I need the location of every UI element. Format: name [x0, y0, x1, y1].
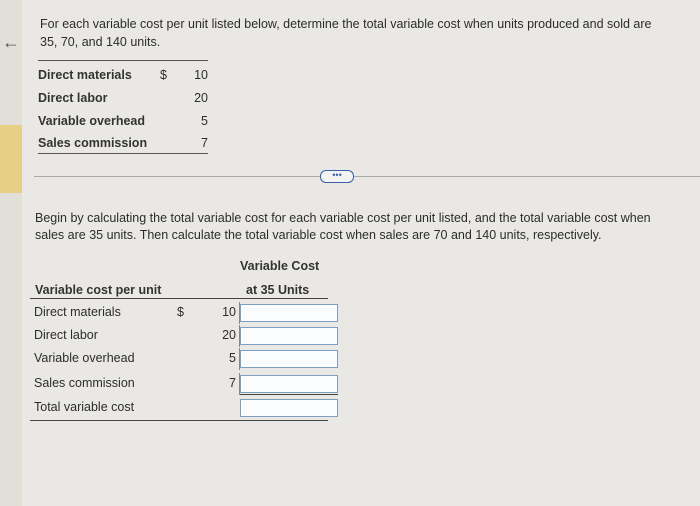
- table-row: [38, 91, 208, 111]
- table-top-rule: [38, 60, 208, 61]
- row-value: 20: [194, 91, 208, 105]
- row-label: Direct labor: [38, 91, 108, 105]
- header-rule: [30, 298, 328, 299]
- header-per-unit: Variable cost per unit: [35, 283, 162, 297]
- left-accent-bar: [0, 125, 22, 193]
- row-label: Direct labor: [34, 328, 98, 342]
- row-value: 10: [222, 305, 236, 319]
- table-row: [38, 114, 208, 134]
- row-value: 7: [229, 376, 236, 390]
- row-label: Direct materials: [34, 305, 121, 319]
- table-bottom-rule: [38, 153, 208, 154]
- section-divider: [34, 176, 700, 177]
- left-margin: [0, 0, 22, 506]
- row-label: Direct materials: [38, 68, 132, 82]
- instructions-text: Begin by calculating the total variable cost for each variable cost per unit listed, and the total variable cost when sales are 35 units. Then calculate the total variable cost when sales are 70 and 140 units, respectively.: [35, 211, 651, 242]
- expand-more-button[interactable]: •••: [320, 170, 354, 183]
- row-value: 5: [201, 114, 208, 128]
- subtotal-rule: [240, 394, 338, 395]
- row-value: 7: [201, 136, 208, 150]
- total-variable-cost-35-input[interactable]: [240, 399, 338, 417]
- header-variable-cost: Variable Cost: [240, 259, 320, 273]
- table-bottom-rule: [30, 420, 328, 421]
- question-prompt: For each variable cost per unit listed below, determine the total variable cost when units produced and sold are 35, 70, and 140 units.: [40, 17, 652, 49]
- answer-row-direct-materials: [34, 302, 330, 324]
- row-label: Total variable cost: [34, 400, 135, 414]
- sales-commission-35-input[interactable]: [240, 375, 338, 393]
- answer-row-direct-labor: [34, 325, 330, 347]
- row-value: 20: [222, 328, 236, 342]
- row-value: 10: [194, 68, 208, 82]
- variable-overhead-35-input[interactable]: [240, 350, 338, 368]
- row-label: Sales commission: [34, 376, 135, 390]
- currency-symbol: $: [160, 68, 167, 82]
- currency-symbol: $: [177, 305, 184, 319]
- row-value: 5: [229, 351, 236, 365]
- direct-materials-35-input[interactable]: [240, 304, 338, 322]
- question-panel: [22, 0, 700, 506]
- row-label: Variable overhead: [34, 351, 135, 365]
- row-label: Variable overhead: [38, 114, 146, 128]
- answer-row-variable-overhead: [34, 348, 330, 370]
- direct-labor-35-input[interactable]: [240, 327, 338, 345]
- row-label: Sales commission: [38, 136, 148, 150]
- answer-row-total: [34, 397, 330, 419]
- answer-row-sales-commission: [34, 373, 330, 395]
- header-at-35-units: at 35 Units: [246, 283, 310, 297]
- back-arrow-icon[interactable]: ←: [2, 32, 20, 52]
- table-row: [38, 68, 208, 88]
